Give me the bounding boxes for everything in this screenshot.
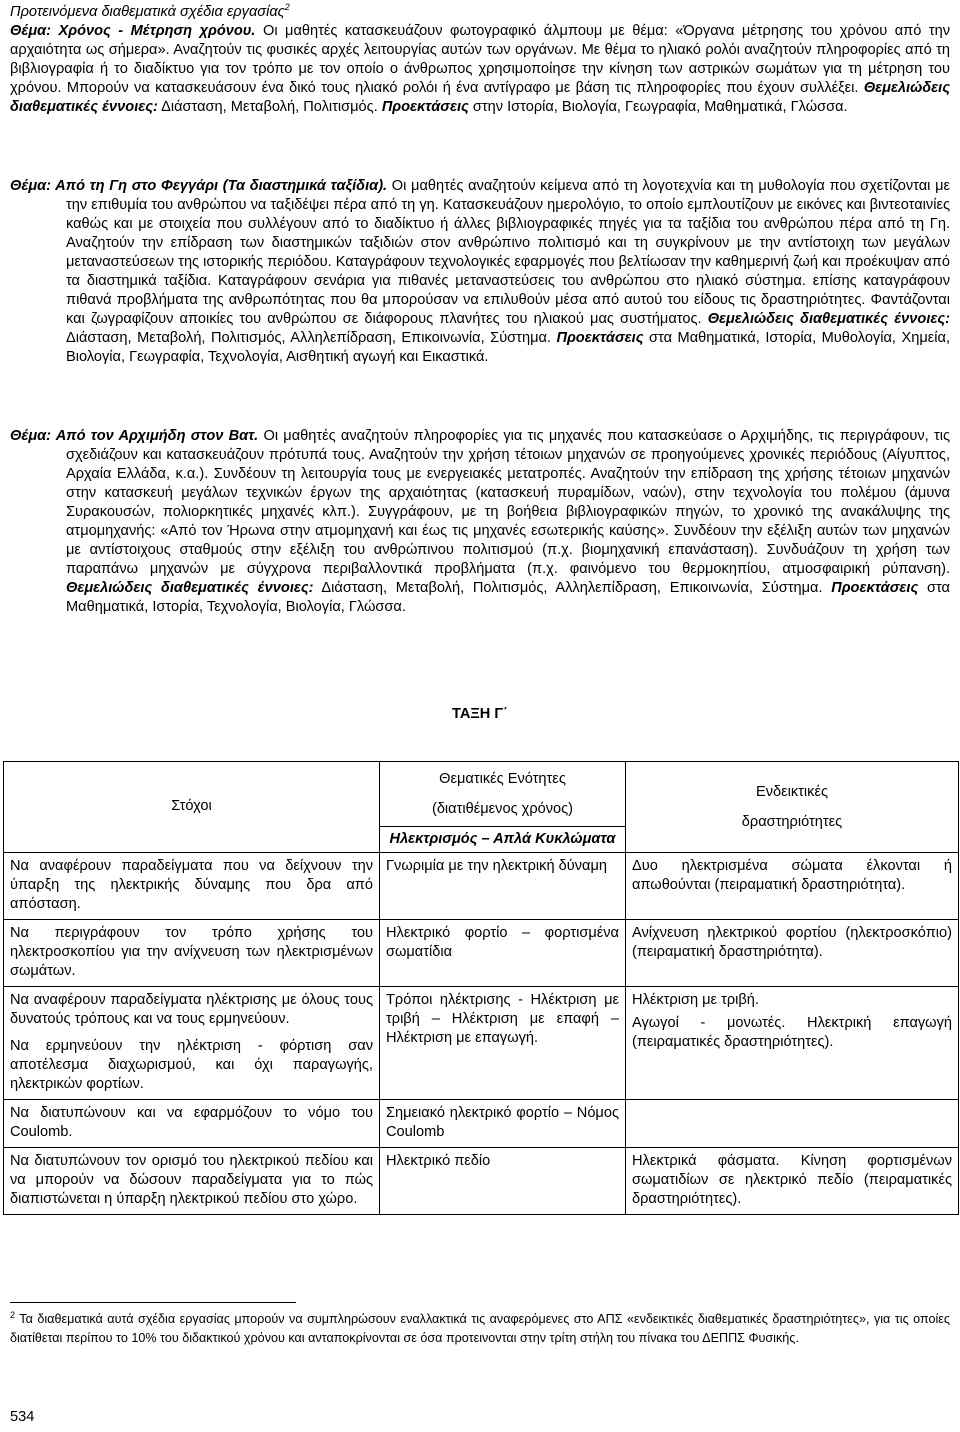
activities-cell xyxy=(626,920,959,987)
cell-text: Σημειακό ηλεκτρικό φορτίο – Νόμος Coulomb xyxy=(386,1105,619,1140)
cell-text: Να περιγράφουν τον τρόπο χρήσης του ηλεκτροσκοπίου για την ανίχνευση των ηλεκτρισμένων σωμάτων. xyxy=(10,925,373,979)
objectives-table xyxy=(3,761,959,1215)
cell-text: Ηλεκτρικό πεδίο xyxy=(386,1153,491,1169)
header-activities-line1: Ενδεικτικές xyxy=(755,784,829,800)
cell-text: Τρόποι ηλέκτρισης - Ηλέκτριση με τριβή – Ηλέκτριση με επαφή – Ηλέκτριση με επαγωγή. xyxy=(386,992,619,1046)
units-cell xyxy=(380,920,626,987)
footnote-reference: 2 xyxy=(284,2,290,13)
cell-text: Να διατυπώνουν τον ορισμό του ηλεκτρικού πεδίου και να μπορούν να δώσουν παραδείγματα για το πώς διαπιστώνεται η ύπαρξη ηλεκτρικού πεδίου στο χώρο. xyxy=(10,1153,373,1207)
activities-cell xyxy=(626,987,959,1100)
units-cell xyxy=(380,1100,626,1148)
units-cell xyxy=(380,853,626,920)
concepts-label: Θεμελιώδεις διαθεματικές έννοιες: xyxy=(707,311,950,327)
project-paragraph xyxy=(10,427,950,617)
extensions-label: Προεκτάσεις xyxy=(831,580,919,596)
concepts-label: Θεμελιώδεις διαθεματικές έννοιες: xyxy=(10,80,950,115)
cell-text: Ανίχνευση ηλεκτρικού φορτίου (ηλεκτροσκόπιο) (πειραματική δραστηριότητα). xyxy=(632,925,952,960)
table-row xyxy=(4,1148,959,1215)
project-archimedes-to-watt xyxy=(10,427,950,617)
cell-text: Ηλεκτρικά φάσματα. Κίνηση φορτισμένων σωματιδίων σε ηλεκτρικό πεδίο (πειραματικές δραστηριότητες). xyxy=(632,1153,952,1207)
footnote xyxy=(10,1310,950,1348)
project-body: Οι μαθητές κατασκευάζουν φωτογραφικό άλμπουμ με θέμα: «Όργανα μέτρησης του χρόνου από την αρχαιότητα ως σήμερα». Αναζητούν τις φυσικές αρχές λειτουργίας αυτών των οργάνων. Με θέμα το ηλιακό ρολόι αναζητούν πληροφορίες από τη βιβλιογραφία ή το διαδίκτυο για τον τρόπο με τον οποίο ο άνθρωπος χρησιμοποίησε την κίνηση των αστρικών σωμάτων για τη μέτρηση του χρόνου. Μπορούν να κατασκευάσουν ένα δικό τους ηλιακό ρολόι ή ένα αντίγραφο με βάση τις πληροφορίες που έχουν συλλέξει. xyxy=(10,23,950,96)
footnote-mark: 2 xyxy=(10,1309,16,1320)
units-cell xyxy=(380,987,626,1100)
header-units-line2: (διατιθέμενος χρόνος) xyxy=(431,801,574,817)
section-heading xyxy=(10,3,290,22)
concepts-label: Θεμελιώδεις διαθεματικές έννοιες: xyxy=(66,580,314,596)
activities-cell xyxy=(626,853,959,920)
table-row xyxy=(4,920,959,987)
project-body: Οι μαθητές αναζητούν κείμενα από τη λογοτεχνία και τη μυθολογία που σχετίζονται με την επιθυμία του ανθρώπου να ταξιδέψει πέρα από τη γη. Κατασκευάζουν ημερολόγιο, το οποίο εμπλουτίζουν με εικόνες και βιντεοταινίες καθώς και με στοιχεία που συλλέγουν από το διαδίκτυο ή άλλες βιβλιογραφικές πηγές για τα ταξίδια του ανθρώπου πέρα από τη Γη. Αναζητούν την επίδραση των διαστημικών ταξιδιών στον ανθρώπινο πολιτισμό και τη συγκρίνουν με την αντίστοιχη των μεγάλων μεταναστεύσεων της ιστορικής περιόδου. Καταγράφουν τεχνολογικές εφαρμογές που βελτίωσαν την καθημερινή ζωή και προέκυψαν από τα διαστημικά ταξίδια. Καταγράφουν σενάρια για πιθανές μεταναστεύσεις του ανθρώπου στο ηλιακό σύστημα. επίσης καταγράφουν πιθανά προβλήματα της ανθρωπότητας που θα μπορούσαν να επιλυθούν μέσα από αυτού του είδους τις δραστηριότητες. Φαντάζονται και ζωγραφίζουν αποικίες του ανθρώπου σε διάφορους πλανήτες του ηλιακού μας συστήματος. xyxy=(66,178,951,327)
header-activities xyxy=(626,762,959,853)
project-theme-label: Θέμα: Από τη Γη στο Φεγγάρι (Τα διαστημικά ταξίδια). xyxy=(10,178,388,194)
table-header-row xyxy=(4,762,959,827)
extensions-text: στην Ιστορία, Βιολογία, Γεωγραφία, Μαθηματικά, Γλώσσα. xyxy=(468,99,848,115)
header-units-line1: Θεματικές Ενότητες xyxy=(439,771,566,787)
footnote-text: Τα διαθεματικά αυτά σχέδια εργασίας μπορούν να συμπληρώσουν εναλλακτικά τις αναφερόμενες στο ΑΠΣ «ενδεικτικές διαθεματικές δραστηριότητες», για τις οποίες διατίθεται περίπου το 10% του διδακτικού χρόνου και ανταποκρίνονται σε όσα προτεινονται στην τρίτη στήλη του πίνακα του ΔΕΠΠΣ Φυσικής. xyxy=(10,1312,950,1345)
cell-text: Ηλέκτριση με τριβή. xyxy=(632,992,759,1008)
project-theme-label: Θέμα: Χρόνος - Μέτρηση χρόνου. xyxy=(10,23,256,39)
footnote-separator xyxy=(10,1302,296,1303)
extensions-label: Προεκτάσεις xyxy=(381,99,469,115)
concepts-text: Διάσταση, Μεταβολή, Πολιτισμός. xyxy=(157,99,382,115)
cell-text: Γνωριμία με την ηλεκτρική δύναμη xyxy=(386,858,607,874)
cell-text: Να αναφέρουν παραδείγματα ηλέκτρισης με όλους τους δυνατούς τρόπους και να τους ερμηνεύουν. xyxy=(10,992,373,1027)
table-row xyxy=(4,1100,959,1148)
objectives-cell xyxy=(4,920,380,987)
table-row xyxy=(4,987,959,1100)
header-objectives: Στόχοι xyxy=(4,762,380,853)
activities-cell xyxy=(626,1100,959,1148)
objectives-cell xyxy=(4,1100,380,1148)
project-body: Οι μαθητές αναζητούν πληροφορίες για τις μηχανές που κατασκεύασε ο Αρχιμήδης, τις περιγράφουν, τις σχεδιάζουν και κατασκευάζουν πρότυπά τους. Αναζητούν την χρήση τέτοιων μηχανών σε προηγούμενες χρονικές περιόδους (Αίγυπτος, Αρχαία Ελλάδα, κ.α.). Συνδέουν τη λειτουργία τους με ενεργειακές μετατροπές. Αναζητούν την επίδραση της χρήσης τέτοιων μηχανών στην κατασκευή μεγάλων τεχνικών έργων της αρχαιότητας (κατασκευή πυραμίδων, ναών), στην τεχνολογία του πολέμου (άμυνα Συρακουσών, πολιορκητικές μηχανές κλπ.). Συγγράφουν, με τη βοήθεια βιβλιογραφικών πηγών, το χρονικό της ανακάλυψης της ατμομηχανής: «Από τον Ήρωνα στην ατμομηχανή και έως τις μηχανές εσωτερικής καύσης». Συνδέουν την εξέλιξη αυτών των μηχανών με αντίστοιχους σταθμούς στην εξέλιξη του ανθρώπινου πολιτισμού (π.χ. βιομηχανική επανάσταση). Συνδυάζουν τη χρήση των παραπάνω μηχανών με σύγχρονα περιβαλλοντικά προβλήματα (π.χ. φαινόμενο του θερμοκηπίου, ατμοσφαιρική ρύπανση). xyxy=(66,428,950,577)
project-theme-label: Θέμα: Από τον Αρχιμήδη στον Βατ. xyxy=(10,428,259,444)
cell-text: Να διατυπώνουν και να εφαρμόζουν το νόμο του Coulomb. xyxy=(10,1105,373,1140)
project-paragraph xyxy=(10,177,950,367)
cell-text: Να αναφέρουν παραδείγματα που να δείχνουν την ύπαρξη της ηλεκτρικής δύναμης που δρα από απόσταση. xyxy=(10,858,373,912)
concepts-text: Διάσταση, Μεταβολή, Πολιτισμός, Αλληλεπίδραση, Επικοινωνία, Σύστημα. xyxy=(66,330,557,346)
extensions-text: στα Μαθηματικά, Ιστορία, Τεχνολογία, Βιολογία, Γλώσσα. xyxy=(66,580,950,615)
header-activities-line2: δραστηριότητες xyxy=(741,814,843,830)
concepts-text: Διάσταση, Μεταβολή, Πολιτισμός, Αλληλεπίδραση, Επικοινωνία, Σύστημα. xyxy=(313,580,832,596)
cell-text: Αγωγοί - μονωτές. Ηλεκτρική επαγωγή (πειραματικές δραστηριότητες). xyxy=(632,1015,952,1050)
objectives-cell xyxy=(4,1148,380,1215)
objectives-cell xyxy=(4,987,380,1100)
project-earth-to-moon xyxy=(10,177,950,367)
page-number: 534 xyxy=(10,1409,35,1425)
extensions-text: στα Μαθηματικά, Ιστορία, Μυθολογία, Χημεία, Βιολογία, Γεωγραφία, Τεχνολογία, Αισθητική αγωγή και Εικαστικά. xyxy=(66,330,950,365)
cell-text: Να ερμηνεύουν την ηλέκτριση - φόρτιση σαν αποτέλεσμα διαχωρισμού, και όχι παραγωγής, ηλεκτρικών φορτίων. xyxy=(10,1038,373,1092)
table-row xyxy=(4,853,959,920)
cell-text: Δυο ηλεκτρισμένα σώματα έλκονται ή απωθούνται (πειραματική δραστηριότητα). xyxy=(632,858,952,893)
units-cell xyxy=(380,1148,626,1215)
section-title: Ηλεκτρισμός – Απλά Κυκλώματα xyxy=(380,827,626,853)
class-title: ΤΑΞΗ Γ΄ xyxy=(452,706,508,722)
project-time-measurement xyxy=(10,22,950,117)
activities-cell xyxy=(626,1148,959,1215)
extensions-label: Προεκτάσεις xyxy=(556,330,644,346)
objectives-cell xyxy=(4,853,380,920)
section-heading-text: Προτεινόμενα διαθεματικά σχέδια εργασίας xyxy=(10,4,285,20)
cell-text: Ηλεκτρικό φορτίο – φορτισμένα σωματίδια xyxy=(386,925,619,960)
header-units xyxy=(380,762,626,827)
